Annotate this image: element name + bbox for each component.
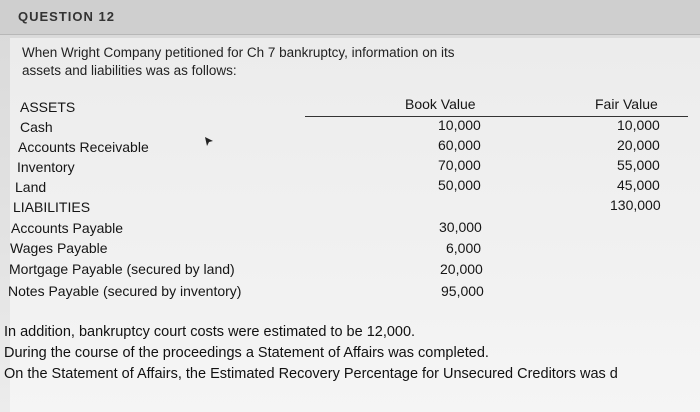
- question-title: QUESTION 12: [18, 9, 115, 24]
- assets-heading: ASSETS: [20, 99, 76, 115]
- liability-book-accounts-payable: 30,000: [439, 219, 482, 235]
- fair-value-heading: Fair Value: [595, 96, 658, 112]
- asset-book-accounts-receivable: 60,000: [438, 137, 481, 153]
- asset-book-land: 50,000: [438, 177, 481, 193]
- liability-book-notes-payable: 95,000: [441, 283, 484, 299]
- asset-label-land: Land: [15, 179, 47, 195]
- liability-label-accounts-payable: Accounts Payable: [11, 220, 124, 236]
- asset-fair-inventory: 55,000: [617, 157, 660, 173]
- liabilities-heading: LIABILITIES: [13, 199, 91, 215]
- asset-label-accounts-receivable: Accounts Receivable: [18, 139, 149, 155]
- footer-line-2: During the course of the proceedings a Statement of Affairs was completed.: [4, 345, 489, 361]
- liability-book-mortgage-payable: 20,000: [440, 261, 483, 277]
- liability-label-wages-payable: Wages Payable: [10, 240, 108, 256]
- asset-label-cash: Cash: [20, 119, 53, 135]
- liability-label-mortgage-payable: Mortgage Payable (secured by land): [9, 261, 235, 277]
- book-value-heading: Book Value: [405, 96, 476, 112]
- footer-line-1: In addition, bankruptcy court costs were estimated to be 12,000.: [4, 324, 416, 340]
- intro-line-1: When Wright Company petitioned for Ch 7 bankruptcy, information on its: [22, 45, 455, 60]
- intro-line-2: assets and liabilities was as follows:: [22, 63, 237, 78]
- fair-value-total: 130,000: [610, 197, 661, 213]
- liability-book-wages-payable: 6,000: [446, 240, 482, 256]
- asset-fair-accounts-receivable: 20,000: [617, 137, 660, 153]
- mouse-pointer-icon: [204, 135, 214, 147]
- asset-fair-land: 45,000: [617, 177, 660, 193]
- asset-book-inventory: 70,000: [438, 157, 481, 173]
- asset-fair-cash: 10,000: [617, 117, 660, 133]
- asset-book-cash: 10,000: [438, 117, 481, 133]
- asset-label-inventory: Inventory: [17, 159, 75, 175]
- liability-label-notes-payable: Notes Payable (secured by inventory): [8, 283, 242, 299]
- footer-line-3: On the Statement of Affairs, the Estimated Recovery Percentage for Unsecured Creditors was d: [4, 366, 618, 382]
